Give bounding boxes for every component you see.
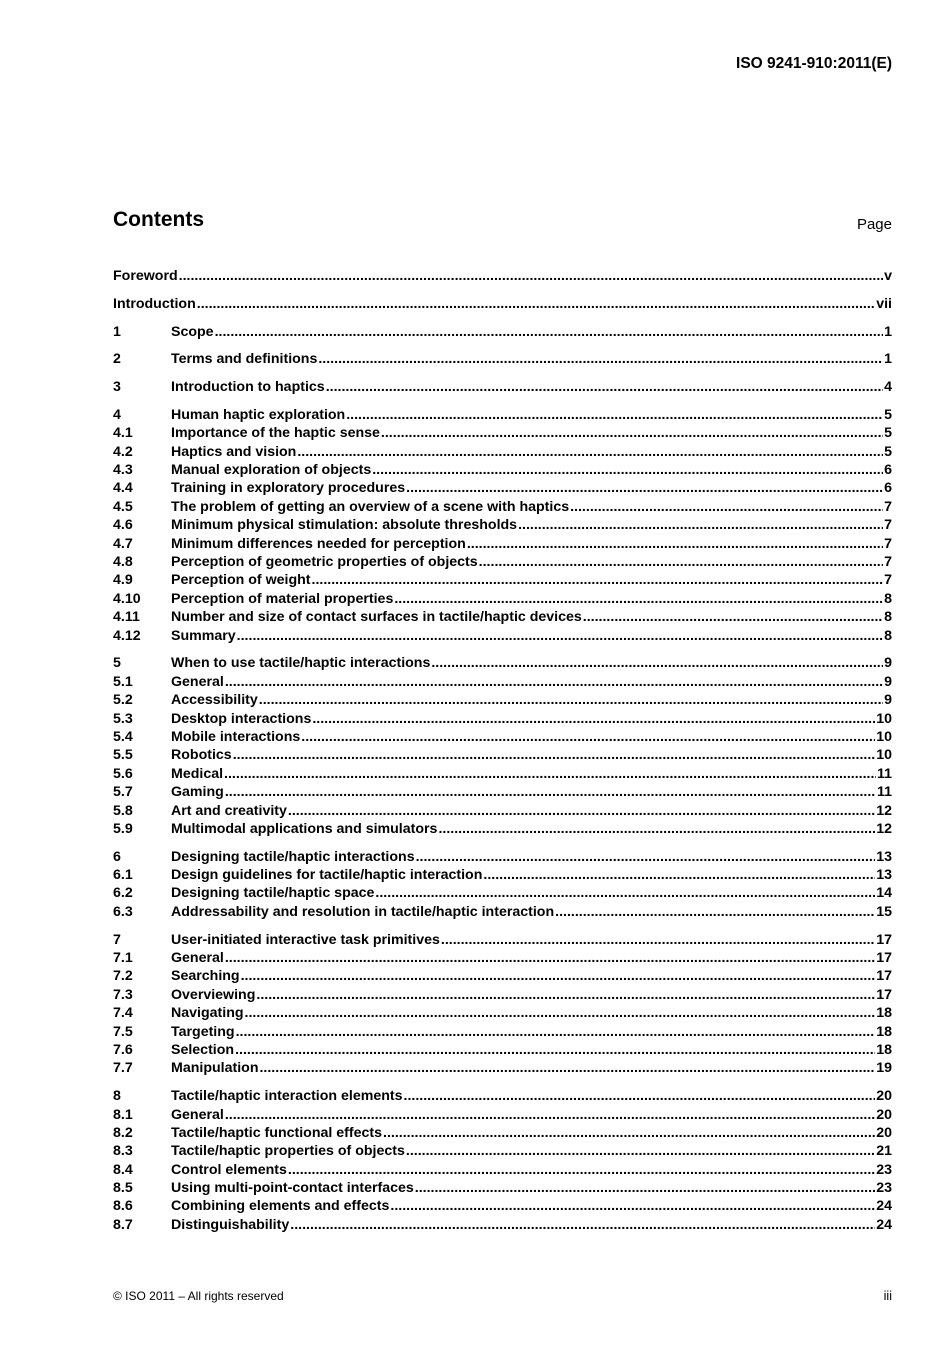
- toc-entry-number: 5.8: [113, 802, 133, 819]
- dot-leader: [215, 324, 884, 340]
- toc-group: [113, 351, 892, 369]
- toc-entry[interactable]: [113, 655, 892, 673]
- toc-entry-page: 23: [876, 1161, 892, 1178]
- toc-entry[interactable]: [113, 1042, 892, 1060]
- dot-leader: [518, 517, 883, 533]
- toc-entry-number: 7.4: [113, 1005, 133, 1022]
- toc-entry-title: Designing tactile/haptic space: [171, 885, 375, 902]
- toc-entry[interactable]: [113, 692, 892, 710]
- toc-entry-title: Introduction: [113, 295, 196, 312]
- toc-entry-title: The problem of getting an overview of a scene with haptics: [171, 498, 570, 515]
- copyright-notice: © ISO 2011 – All rights reserved: [113, 1289, 284, 1303]
- toc-entry-page: 6: [884, 462, 892, 479]
- toc-entry-page: 18: [876, 1023, 892, 1040]
- dot-leader: [381, 425, 883, 441]
- toc-entry[interactable]: [113, 324, 892, 342]
- toc-entry-title: Manipulation: [171, 1060, 259, 1077]
- dot-leader: [467, 536, 883, 552]
- toc-entry-number: 8: [113, 1088, 121, 1105]
- toc-entry-number: 5.9: [113, 820, 133, 837]
- toc-entry-title: Summary: [171, 627, 236, 644]
- toc-entry-title: Human haptic exploration: [171, 406, 346, 423]
- toc-entry-title: Perception of geometric properties of objects: [171, 554, 478, 571]
- toc-entry-page: 19: [876, 1060, 892, 1077]
- toc-entry-title: Manual exploration of objects: [171, 462, 372, 479]
- dot-leader: [346, 407, 883, 423]
- toc-entry-title: Desktop interactions: [171, 710, 312, 727]
- toc-entry[interactable]: [113, 885, 892, 903]
- toc-entry-page: 14: [876, 885, 892, 902]
- toc-entry-number: 8.4: [113, 1161, 133, 1178]
- toc-group: [113, 268, 892, 286]
- toc-entry-page: 7: [884, 517, 892, 534]
- toc-entry-page: 20: [876, 1088, 892, 1105]
- toc-entry[interactable]: [113, 1005, 892, 1023]
- toc-entry-number: 8.5: [113, 1180, 133, 1197]
- toc-entry-page: 8: [884, 590, 892, 607]
- toc-entry-number: 8.6: [113, 1198, 133, 1215]
- toc-entry-title: Art and creativity: [171, 802, 287, 819]
- toc-entry[interactable]: [113, 591, 892, 609]
- toc-entry[interactable]: [113, 1088, 892, 1106]
- toc-entry-title: Minimum physical stimulation: absolute thresholds: [171, 517, 518, 534]
- dot-leader: [375, 885, 875, 901]
- toc-entry-number: 7.5: [113, 1023, 133, 1040]
- toc-entry-number: 5.7: [113, 784, 133, 801]
- toc-entry[interactable]: [113, 904, 892, 922]
- toc-entry-page: 17: [876, 968, 892, 985]
- toc-entry-number: 4.10: [113, 590, 141, 607]
- dot-leader: [237, 628, 883, 644]
- toc-entry-number: 8.7: [113, 1216, 133, 1233]
- dot-leader: [441, 932, 875, 948]
- toc-entry-page: 24: [876, 1216, 892, 1233]
- dot-leader: [235, 1042, 875, 1058]
- toc-entry-title: Designing tactile/haptic interactions: [171, 848, 415, 865]
- toc-entry-title: General: [171, 673, 224, 690]
- toc-group: [113, 932, 892, 1079]
- toc-entry[interactable]: [113, 968, 892, 986]
- toc-entry-title: Foreword: [113, 268, 178, 284]
- toc-entry-number: 4.3: [113, 462, 133, 479]
- toc-entry-page: 24: [876, 1198, 892, 1215]
- toc-entry-title: Medical: [171, 765, 224, 782]
- dot-leader: [225, 1107, 875, 1123]
- toc-entry[interactable]: [113, 867, 892, 885]
- dot-leader: [290, 1217, 875, 1233]
- toc-entry-title: General: [171, 950, 224, 967]
- toc-entry-number: 8.2: [113, 1124, 133, 1141]
- toc-entry-number: 4.7: [113, 535, 133, 552]
- toc-entry[interactable]: [113, 536, 892, 554]
- toc-entry[interactable]: [113, 379, 892, 397]
- dot-leader: [438, 821, 875, 837]
- dot-leader: [241, 968, 876, 984]
- toc-entry-title: Tactile/haptic interaction elements: [171, 1088, 403, 1105]
- toc-entry-number: 7.1: [113, 950, 133, 967]
- toc-entry[interactable]: [113, 1143, 892, 1161]
- toc-entry[interactable]: [113, 572, 892, 590]
- toc-entry-page: 9: [884, 673, 892, 690]
- toc-entry[interactable]: [113, 1107, 892, 1125]
- toc-entry-page: vii: [876, 295, 892, 312]
- toc-entry-number: 4.9: [113, 572, 133, 589]
- toc-entry-number: 6.3: [113, 903, 133, 920]
- dot-leader: [404, 1088, 876, 1104]
- toc-entry-page: 1: [884, 351, 892, 368]
- toc-entry-page: 10: [876, 747, 892, 764]
- toc-entry-title: Introduction to haptics: [171, 379, 325, 396]
- toc-entry-number: 7.7: [113, 1060, 133, 1077]
- toc-entry-number: 2: [113, 351, 121, 368]
- toc-entry-title: Design guidelines for tactile/haptic interaction: [171, 867, 483, 884]
- toc-entry-title: Robotics: [171, 747, 232, 764]
- toc-entry-page: 5: [884, 443, 892, 460]
- contents-title: Contents: [113, 208, 204, 231]
- dot-leader: [197, 296, 875, 312]
- toc-entry-title: User-initiated interactive task primitives: [171, 931, 440, 948]
- dot-leader: [483, 867, 875, 883]
- toc-entry[interactable]: [113, 803, 892, 821]
- toc-entry-number: 6.2: [113, 885, 133, 902]
- toc-entry-title: Gaming: [171, 784, 224, 801]
- dot-leader: [288, 803, 875, 819]
- toc-entry-title: Using multi-point-contact interfaces: [171, 1180, 414, 1197]
- toc-entry-page: 7: [884, 498, 892, 515]
- dot-leader: [570, 499, 883, 515]
- toc-entry-title: Scope: [171, 323, 214, 340]
- toc-entry-number: 3: [113, 379, 121, 396]
- toc-entry-title: When to use tactile/haptic interactions: [171, 655, 431, 672]
- dot-leader: [372, 462, 883, 478]
- toc-entry[interactable]: [113, 462, 892, 480]
- dot-leader: [406, 480, 883, 496]
- toc-entry[interactable]: [113, 1060, 892, 1078]
- toc-entry-page: 8: [884, 627, 892, 644]
- dot-leader: [406, 1143, 875, 1159]
- toc-entry[interactable]: [113, 351, 892, 369]
- toc-entry-number: 6.1: [113, 867, 133, 884]
- toc-entry-number: 5.1: [113, 673, 133, 690]
- toc-entry-page: 12: [876, 820, 892, 837]
- toc-entry[interactable]: [113, 849, 892, 867]
- toc-entry[interactable]: [113, 932, 892, 950]
- toc-entry-number: 6: [113, 848, 121, 865]
- toc-entry-page: 1: [884, 323, 892, 340]
- dot-leader: [288, 1162, 875, 1178]
- toc-entry-title: Importance of the haptic sense: [171, 425, 380, 442]
- toc-entry-number: 5.2: [113, 692, 133, 709]
- toc-entry-number: 7.2: [113, 968, 133, 985]
- toc-entry-title: Terms and definitions: [171, 351, 318, 368]
- toc-entry-title: Minimum differences needed for perception: [171, 535, 466, 552]
- toc-entry[interactable]: [113, 499, 892, 517]
- dot-leader: [225, 950, 875, 966]
- toc-entry-page: 13: [876, 848, 892, 865]
- toc-entry-page: 11: [877, 765, 892, 782]
- toc-group: [113, 324, 892, 342]
- table-of-contents: [113, 268, 892, 1245]
- toc-group: [113, 296, 892, 314]
- toc-entry-page: 17: [876, 950, 892, 967]
- toc-entry[interactable]: [113, 729, 892, 747]
- toc-group: [113, 655, 892, 839]
- toc-entry[interactable]: [113, 1198, 892, 1216]
- toc-entry-page: 10: [876, 728, 892, 745]
- toc-entry-title: Haptics and vision: [171, 443, 297, 460]
- toc-entry-number: 8.1: [113, 1106, 133, 1123]
- toc-entry-page: 18: [876, 1041, 892, 1058]
- dot-leader: [297, 444, 883, 460]
- dot-leader: [312, 572, 884, 588]
- toc-entry-number: 4.5: [113, 498, 133, 515]
- toc-entry-number: 4.1: [113, 425, 133, 442]
- toc-entry-page: 7: [884, 572, 892, 589]
- toc-entry-title: Distinguishability: [171, 1216, 290, 1233]
- toc-entry[interactable]: [113, 628, 892, 646]
- toc-entry[interactable]: [113, 766, 892, 784]
- dot-leader: [245, 1005, 876, 1021]
- toc-entry[interactable]: [113, 1217, 892, 1235]
- dot-leader: [416, 849, 876, 865]
- toc-entry-title: General: [171, 1106, 224, 1123]
- toc-entry[interactable]: [113, 674, 892, 692]
- toc-group: [113, 849, 892, 923]
- toc-entry-title: Number and size of contact surfaces in tactile/haptic devices: [171, 609, 582, 626]
- toc-entry[interactable]: [113, 747, 892, 765]
- toc-group: [113, 407, 892, 646]
- toc-entry[interactable]: [113, 480, 892, 498]
- toc-entry-title: Targeting: [171, 1023, 235, 1040]
- dot-leader: [394, 591, 883, 607]
- toc-entry-number: 4.11: [113, 609, 140, 626]
- toc-entry-page: 11: [877, 784, 892, 801]
- toc-entry[interactable]: [113, 407, 892, 425]
- toc-entry-page: 21: [876, 1143, 892, 1160]
- toc-entry[interactable]: [113, 609, 892, 627]
- page-number: iii: [883, 1289, 892, 1303]
- toc-entry-page: 8: [884, 609, 892, 626]
- toc-entry-number: 4.12: [113, 627, 141, 644]
- toc-entry[interactable]: [113, 1125, 892, 1143]
- toc-entry[interactable]: [113, 821, 892, 839]
- toc-entry-title: Combining elements and effects: [171, 1198, 390, 1215]
- toc-entry-title: Navigating: [171, 1005, 244, 1022]
- toc-entry[interactable]: [113, 425, 892, 443]
- dot-leader: [225, 784, 876, 800]
- toc-entry-number: 7.3: [113, 986, 133, 1003]
- toc-entry-number: 5.5: [113, 747, 133, 764]
- dot-leader: [301, 729, 875, 745]
- dot-leader: [583, 609, 883, 625]
- dot-leader: [415, 1180, 875, 1196]
- toc-entry-title: Tactile/haptic properties of objects: [171, 1143, 405, 1160]
- toc-entry-number: 4.8: [113, 554, 133, 571]
- toc-entry-page: 17: [876, 931, 892, 948]
- dot-leader: [383, 1125, 875, 1141]
- dot-leader: [326, 379, 883, 395]
- dot-leader: [233, 747, 876, 763]
- toc-entry[interactable]: [113, 517, 892, 535]
- toc-entry-page: 20: [876, 1124, 892, 1141]
- toc-entry-number: 5: [113, 655, 121, 672]
- toc-entry-page: 18: [876, 1005, 892, 1022]
- toc-entry-title: Overviewing: [171, 986, 256, 1003]
- toc-entry-title: Training in exploratory procedures: [171, 480, 406, 497]
- toc-entry-number: 5.4: [113, 728, 133, 745]
- toc-entry-page: 20: [876, 1106, 892, 1123]
- toc-group: [113, 379, 892, 397]
- toc-entry-title: Accessibility: [171, 692, 258, 709]
- dot-leader: [259, 692, 883, 708]
- toc-entry[interactable]: [113, 1024, 892, 1042]
- dot-leader: [225, 674, 883, 690]
- toc-entry-title: Tactile/haptic functional effects: [171, 1124, 383, 1141]
- dot-leader: [318, 351, 883, 367]
- toc-entry-page: 5: [884, 406, 892, 423]
- toc-entry-page: v: [884, 268, 892, 284]
- toc-entry-number: 4.6: [113, 517, 133, 534]
- toc-entry[interactable]: [113, 554, 892, 572]
- toc-entry-page: 4: [884, 379, 892, 396]
- toc-entry-title: Control elements: [171, 1161, 287, 1178]
- toc-entry-title: Searching: [171, 968, 240, 985]
- toc-entry[interactable]: [113, 296, 892, 314]
- dot-leader: [431, 655, 883, 671]
- dot-leader: [259, 1060, 875, 1076]
- toc-entry-number: 1: [113, 323, 121, 340]
- toc-entry-page: 15: [876, 903, 892, 920]
- toc-entry-number: 7.6: [113, 1041, 133, 1058]
- toc-entry[interactable]: [113, 1162, 892, 1180]
- toc-entry-number: 4.4: [113, 480, 133, 497]
- toc-entry-page: 23: [876, 1180, 892, 1197]
- toc-entry[interactable]: [113, 987, 892, 1005]
- toc-entry-page: 9: [884, 655, 892, 672]
- page-column-label: Page: [856, 216, 892, 233]
- toc-entry-number: 5.3: [113, 710, 133, 727]
- toc-group: [113, 1088, 892, 1235]
- toc-entry[interactable]: [113, 1180, 892, 1198]
- toc-entry-page: 10: [876, 710, 892, 727]
- dot-leader: [555, 904, 875, 920]
- toc-entry-number: 5.6: [113, 765, 133, 782]
- toc-entry-number: 4: [113, 406, 121, 423]
- dot-leader: [236, 1024, 876, 1040]
- toc-entry-number: 4.2: [113, 443, 133, 460]
- toc-entry[interactable]: [113, 444, 892, 462]
- dot-leader: [479, 554, 883, 570]
- toc-entry-page: 9: [884, 692, 892, 709]
- toc-entry-page: 7: [884, 554, 892, 571]
- dot-leader: [224, 766, 876, 782]
- toc-entry[interactable]: [113, 711, 892, 729]
- dot-leader: [256, 987, 875, 1003]
- toc-entry-number: 8.3: [113, 1143, 133, 1160]
- toc-entry-number: 7: [113, 931, 121, 948]
- toc-entry[interactable]: [113, 950, 892, 968]
- toc-entry-title: Perception of material properties: [171, 590, 394, 607]
- toc-entry-page: 12: [876, 802, 892, 819]
- toc-entry[interactable]: [113, 268, 892, 286]
- toc-entry-page: 6: [884, 480, 892, 497]
- toc-entry-page: 17: [876, 986, 892, 1003]
- toc-entry[interactable]: [113, 784, 892, 802]
- toc-entry-title: Addressability and resolution in tactile/haptic interaction: [171, 903, 555, 920]
- toc-entry-title: Multimodal applications and simulators: [171, 820, 438, 837]
- toc-entry-page: 7: [884, 535, 892, 552]
- toc-entry-title: Selection: [171, 1041, 235, 1058]
- toc-entry-page: 13: [876, 867, 892, 884]
- toc-entry-page: 5: [884, 425, 892, 442]
- toc-entry-title: Mobile interactions: [171, 728, 301, 745]
- dot-leader: [312, 711, 875, 727]
- document-id: ISO 9241-910:2011(E): [736, 55, 892, 72]
- dot-leader: [390, 1198, 875, 1214]
- toc-entry-title: Perception of weight: [171, 572, 311, 589]
- dot-leader: [179, 268, 883, 284]
